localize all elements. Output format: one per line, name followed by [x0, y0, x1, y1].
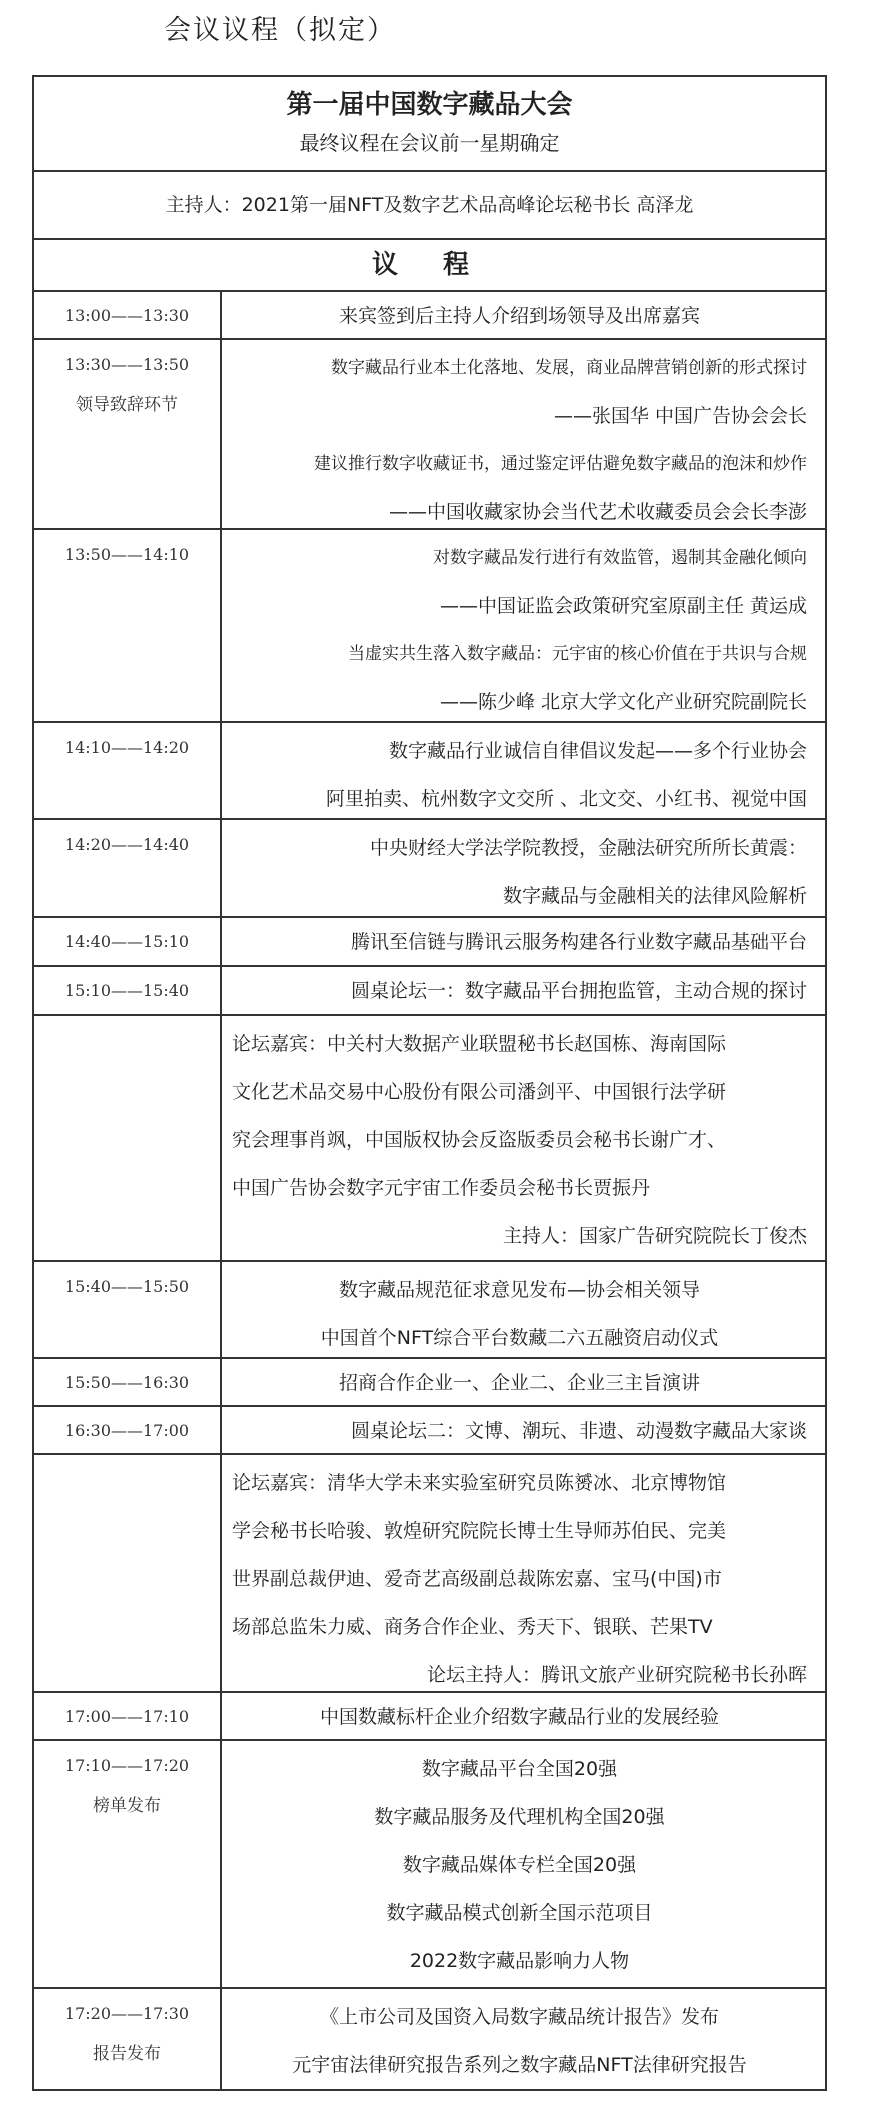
time-cell: [34, 1741, 222, 1987]
content-cell: [222, 1693, 825, 1739]
time-cell: [34, 918, 222, 965]
time-range: 14:20——14:40: [64, 835, 190, 854]
content-line: 《上市公司及国资入局数字藏品统计报告》发布: [319, 2006, 719, 2028]
time-range: 14:40——15:10: [64, 932, 190, 951]
content-cell: [222, 340, 825, 528]
time-range: 13:30——13:50: [64, 355, 190, 374]
content-cell: [222, 1359, 825, 1405]
table-row: [34, 820, 825, 918]
table-row: [34, 292, 825, 340]
content-line: 究会理事肖飒，中国版权协会反盗版委员会秘书长谢广才、: [232, 1129, 727, 1151]
content-line: 中国广告协会数字元宇宙工作委员会秘书长贾振丹: [232, 1177, 651, 1199]
conference-title: 第一届中国数字藏品大会: [286, 90, 573, 120]
time-range: 13:50——14:10: [64, 545, 190, 564]
content-cell: [222, 1989, 825, 2089]
content-line: 中国首个NFT综合平台数藏二六五融资启动仪式: [320, 1327, 719, 1349]
time-range: 17:00——17:10: [64, 1706, 190, 1726]
content-cell: [222, 1016, 825, 1260]
table-row: [34, 1262, 825, 1359]
content-line: 腾讯至信链与腾讯云服务构建各行业数字藏品基础平台: [350, 931, 807, 953]
time-cell: [34, 530, 222, 721]
content-line: 对数字藏品发行进行有效监管，遏制其金融化倾向: [433, 548, 807, 568]
time-cell: [34, 820, 222, 916]
content-line: 论坛嘉宾：中关村大数据产业联盟秘书长赵国栋、海南国际: [232, 1033, 727, 1055]
content-line: ——中国证监会政策研究室原副主任 黄运成: [439, 595, 807, 617]
time-cell: [34, 1016, 222, 1260]
conference-header: [34, 77, 825, 172]
table-row: [34, 1016, 825, 1262]
content-line: 学会秘书长哈骏、敦煌研究院院长博士生导师苏伯民、完美: [232, 1520, 727, 1542]
time-cell: [34, 1359, 222, 1405]
agenda-heading: 议 程: [34, 240, 825, 292]
content-line: ——陈少峰 北京大学文化产业研究院副院长: [439, 691, 807, 713]
content-line: 来宾签到后主持人介绍到场领导及出席嘉宾: [338, 305, 700, 327]
table-row: [34, 1693, 825, 1741]
table-row: [34, 967, 825, 1016]
session-label: 领导致辞环节: [76, 395, 178, 415]
content-line: 数字藏品媒体专栏全国20强: [402, 1854, 637, 1876]
content-line: ——中国收藏家协会当代艺术收藏委员会会长李澎: [388, 501, 807, 523]
time-cell: [34, 1262, 222, 1357]
session-label: 榜单发布: [93, 1796, 161, 1816]
content-cell: [222, 1407, 825, 1453]
agenda-table: [32, 75, 827, 2091]
content-cell: [222, 1741, 825, 1987]
time-cell: [34, 723, 222, 818]
table-row: [34, 1455, 825, 1693]
content-line: 招商合作企业一、企业二、企业三主旨演讲: [338, 1372, 700, 1394]
session-label: 报告发布: [93, 2044, 161, 2064]
content-line: 数字藏品服务及代理机构全国20强: [374, 1806, 665, 1828]
table-row: [34, 530, 825, 723]
content-line: 圆桌论坛二：文博、潮玩、非遗、动漫数字藏品大家谈: [350, 1420, 807, 1442]
time-cell: [34, 1693, 222, 1739]
time-cell: [34, 1989, 222, 2089]
conference-subtitle: 最终议程在会议前一星期确定: [299, 131, 560, 155]
content-line: 中国数藏标杆企业介绍数字藏品行业的发展经验: [319, 1706, 719, 1728]
content-line: 当虚实共生落入数字藏品：元宇宙的核心价值在于共识与合规: [348, 644, 807, 664]
content-cell: [222, 967, 825, 1014]
content-line: 论坛主持人：腾讯文旅产业研究院秘书长孙晖: [426, 1664, 807, 1686]
content-cell: [222, 723, 825, 818]
content-cell: [222, 918, 825, 965]
content-cell: [222, 530, 825, 721]
content-cell: [222, 1455, 825, 1691]
table-row: [34, 1989, 825, 2089]
content-line: 2022数字藏品影响力人物: [409, 1950, 630, 1972]
page-title: 会议议程（拟定）: [164, 15, 396, 46]
content-cell: [222, 820, 825, 916]
time-cell: [34, 1407, 222, 1453]
content-cell: [222, 292, 825, 338]
content-line: 圆桌论坛一：数字藏品平台拥抱监管，主动合规的探讨: [350, 980, 807, 1002]
content-line: 场部总监朱力威、商务合作企业、秀天下、银联、芒果TV: [232, 1616, 713, 1638]
time-range: 15:40——15:50: [64, 1277, 190, 1296]
time-range: 17:10——17:20: [64, 1756, 190, 1775]
content-line: 数字藏品模式创新全国示范项目: [386, 1902, 653, 1924]
time-range: 17:20——17:30: [64, 2004, 190, 2023]
content-line: 文化艺术品交易中心股份有限公司潘剑平、中国银行法学研: [232, 1081, 727, 1103]
content-line: 世界副总裁伊迪、爱奇艺高级副总裁陈宏嘉、宝马(中国)市: [232, 1568, 722, 1590]
content-line: 主持人：国家广告研究院院长丁俊杰: [502, 1225, 807, 1247]
content-line: 阿里拍卖、杭州数字文交所 、北文交、小红书、视觉中国: [325, 788, 807, 810]
time-cell: [34, 292, 222, 338]
time-cell: [34, 967, 222, 1014]
table-row: [34, 723, 825, 820]
content-line: 数字藏品行业本土化落地、发展，商业品牌营销创新的形式探讨: [331, 358, 807, 378]
table-row: [34, 918, 825, 967]
time-range: 15:10——15:40: [64, 981, 190, 1000]
content-line: 数字藏品规范征求意见发布—协会相关领导: [338, 1279, 700, 1301]
time-cell: [34, 1455, 222, 1691]
content-line: 论坛嘉宾：清华大学未来实验室研究员陈赟冰、北京博物馆: [232, 1472, 727, 1494]
content-line: ——张国华 中国广告协会会长: [553, 405, 807, 427]
time-range: 16:30——17:00: [64, 1420, 190, 1440]
content-line: 中央财经大学法学院教授，金融法研究所所长黄震：: [369, 837, 807, 859]
table-row: [34, 1407, 825, 1455]
table-row: [34, 340, 825, 530]
content-line: 数字藏品与金融相关的法律风险解析: [502, 885, 807, 907]
time-cell: [34, 340, 222, 528]
conference-host: 主持人：2021第一届NFT及数字艺术品高峰论坛秘书长 高泽龙: [34, 172, 825, 240]
content-line: 建议推行数字收藏证书，通过鉴定评估避免数字藏品的泡沫和炒作: [314, 454, 807, 474]
time-range: 15:50——16:30: [64, 1372, 190, 1392]
table-row: [34, 1741, 825, 1989]
time-range: 14:10——14:20: [64, 738, 190, 757]
time-range: 13:00——13:30: [64, 305, 190, 325]
table-row: [34, 1359, 825, 1407]
content-line: 数字藏品平台全国20强: [421, 1758, 618, 1780]
content-cell: [222, 1262, 825, 1357]
content-line: 元宇宙法律研究报告系列之数字藏品NFT法律研究报告: [292, 2054, 747, 2076]
content-line: 数字藏品行业诚信自律倡议发起——多个行业协会: [388, 740, 807, 762]
